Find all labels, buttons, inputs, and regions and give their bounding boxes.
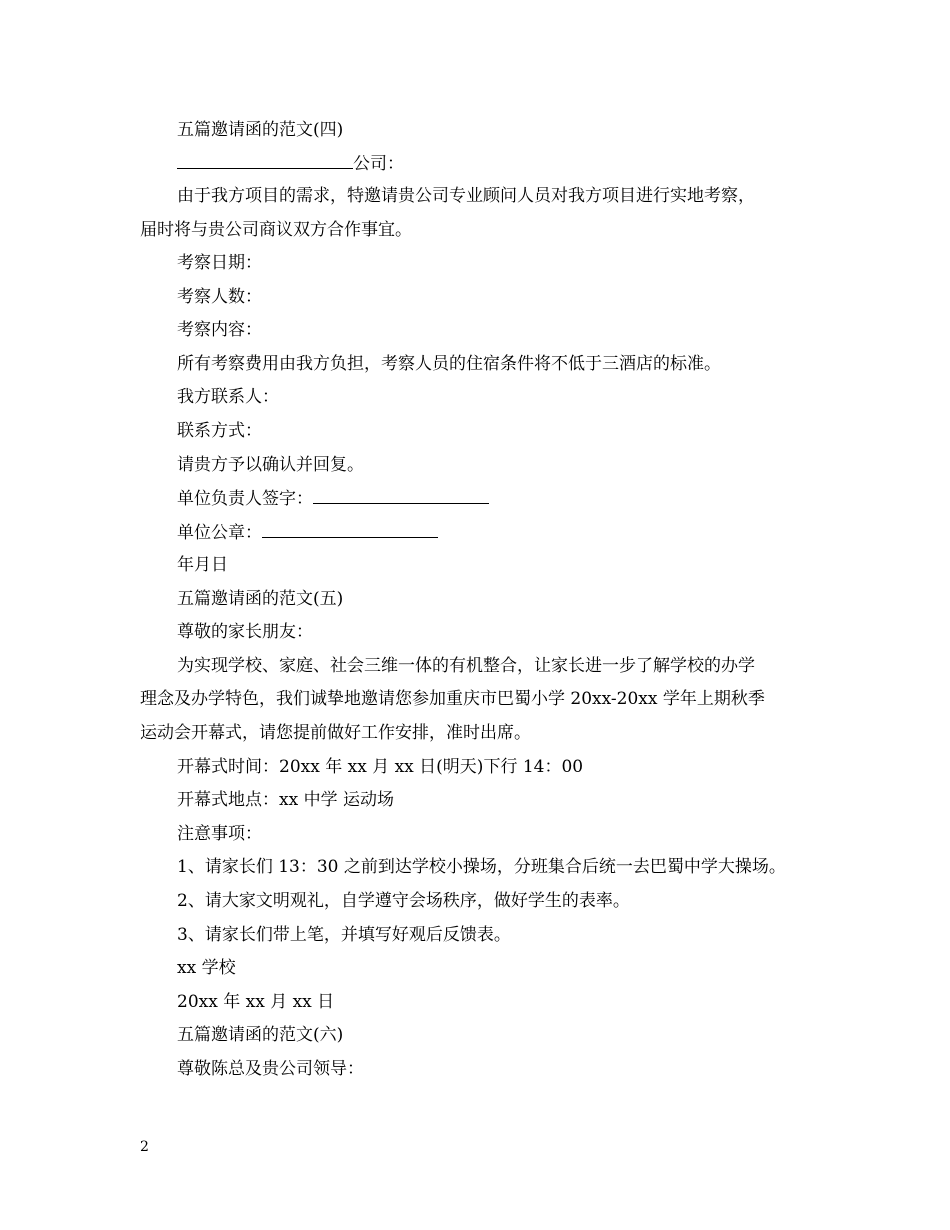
confirm-request: 请贵方予以确认并回复。 — [177, 455, 364, 475]
inspection-date: 考察日期： — [177, 253, 262, 273]
contact-person: 我方联系人： — [177, 387, 279, 407]
date-line: 年月日 — [177, 555, 228, 575]
section-4-title: 五篇邀请函的范文(四) — [177, 120, 344, 140]
page-number: 2 — [140, 1139, 149, 1155]
contact-method: 联系方式： — [177, 421, 262, 441]
company-suffix: 公司： — [353, 154, 404, 174]
company-blank — [177, 152, 353, 169]
greeting: 尊敬的家长朋友： — [177, 622, 313, 642]
note-item: 1、请家长们 13：30 之前到达学校小操场，分班集合后统一去巴蜀中学大操场。 — [177, 857, 786, 877]
opening-time: 开幕式时间：20xx 年 xx 月 xx 日(明天)下行 14：00 — [177, 757, 584, 777]
notes-heading: 注意事项： — [177, 824, 262, 844]
signature-blank — [313, 487, 489, 504]
inspection-content: 考察内容： — [177, 320, 262, 340]
seal-line — [177, 521, 438, 544]
greeting: 尊敬陈总及贵公司领导： — [177, 1059, 364, 1079]
paragraph-line: 届时将与贵公司商议双方合作事宜。 — [140, 220, 412, 240]
inspection-count: 考察人数： — [177, 287, 262, 307]
company-line — [177, 152, 404, 175]
note-item: 2、请大家文明观礼，自学遵守会场秩序，做好学生的表率。 — [177, 891, 630, 911]
paragraph-line: 为实现学校、家庭、社会三维一体的有机整合，让家长进一步了解学校的办学 — [177, 656, 755, 676]
note-item: 3、请家长们带上笔，并填写好观后反馈表。 — [177, 925, 511, 945]
seal-blank — [262, 521, 438, 538]
cost-statement: 所有考察费用由我方负担，考察人员的住宿条件将不低于三酒店的标准。 — [177, 354, 721, 374]
signature-line — [177, 487, 489, 510]
paragraph-line: 由于我方项目的需求，特邀请贵公司专业顾问人员对我方项目进行实地考察， — [177, 186, 755, 206]
paragraph-line: 理念及办学特色，我们诚挚地邀请您参加重庆市巴蜀小学 20xx-20xx 学年上期秋季 — [140, 689, 765, 709]
section-6-title: 五篇邀请函的范文(六) — [177, 1025, 344, 1045]
opening-place: 开幕式地点：xx 中学 运动场 — [177, 790, 394, 810]
seal-label: 单位公章： — [177, 523, 262, 543]
section-5-title: 五篇邀请函的范文(五) — [177, 589, 344, 609]
school-name: xx 学校 — [177, 958, 236, 978]
letter-date: 20xx 年 xx 月 xx 日 — [177, 992, 335, 1012]
paragraph-line: 运动会开幕式，请您提前做好工作安排，准时出席。 — [140, 723, 531, 743]
signature-label: 单位负责人签字： — [177, 489, 313, 509]
